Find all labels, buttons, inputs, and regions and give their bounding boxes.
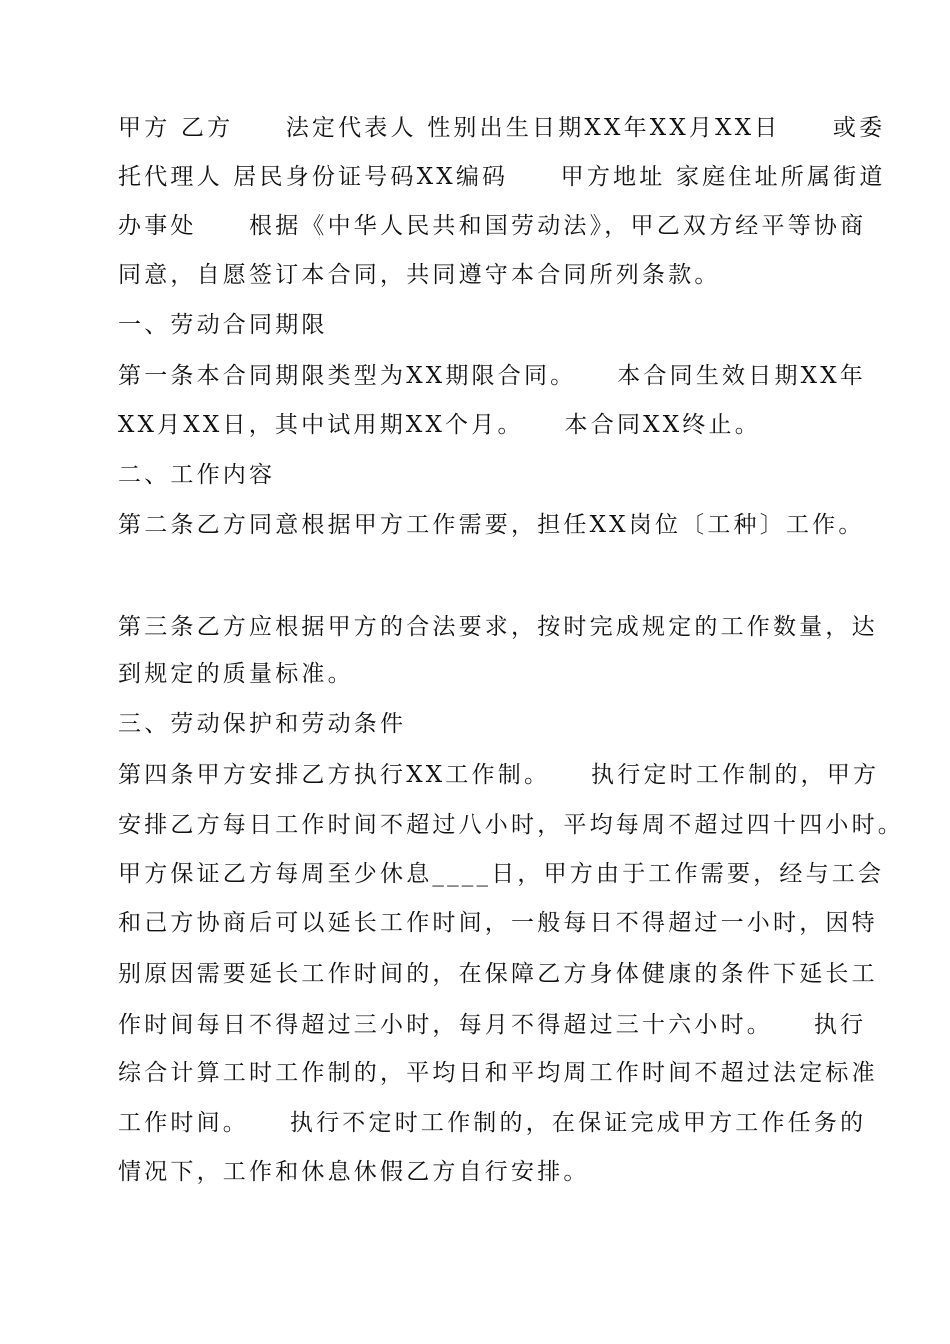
text-line-1: 甲方 乙方 法定代表人 性别出生日期XX年XX月XX日 或委 [118,115,886,141]
text-line-4: 同意，自愿签订本合同，共同遵守本合同所列条款。 [118,262,721,288]
text-line-3: 办事处 根据《中华人民共和国劳动法》，甲乙双方经平等协商 [118,213,867,239]
text-line-21: 情况下，工作和休息休假乙方自行安排。 [118,1159,590,1185]
section-heading-2: 二、工作内容 [118,462,276,488]
text-line-9: 第二条乙方同意根据甲方工作需要，担任XX岗位〔工种〕工作。 [118,512,865,538]
text-line-13: 第四条甲方安排乙方执行XX工作制。 执行定时工作制的，甲方 [118,762,880,788]
text-line-10: 第三条乙方应根据甲方的合法要求，按时完成规定的工作数量，达 [118,614,878,640]
text-line-15: 甲方保证乙方每周至少休息____日，甲方由于工作需要，经与工会 [118,861,885,887]
text-line-20: 工作时间。 执行不定时工作制的，在保证完成甲方工作任务的 [118,1110,867,1136]
text-line-16: 和己方协商后可以延长工作时间，一般每日不得超过一小时，因特 [118,910,878,936]
text-line-14: 安排乙方每日工作时间不超过八小时，平均每周不超过四十四小时。 [118,812,904,838]
text-line-6: 第一条本合同期限类型为XX期限合同。 本合同生效日期XX年 [118,363,866,389]
text-line-11: 到规定的质量标准。 [118,661,354,687]
text-line-19: 综合计算工时工作制的，平均日和平均周工作时间不超过法定标准 [118,1060,878,1086]
text-line-18: 作时间每日不得超过三小时，每月不得超过三十六小时。 执行 [118,1012,867,1038]
text-line-2: 托代理人 居民身份证号码XX编码 甲方地址 家庭住址所属街道 [118,164,886,190]
text-line-7: XX月XX日，其中试用期XX个月。 本合同XX终止。 [118,412,761,438]
section-heading-1: 一、劳动合同期限 [118,312,328,338]
text-line-17: 别原因需要延长工作时间的，在保障乙方身体健康的条件下延长工 [118,961,878,987]
section-heading-3: 三、劳动保护和劳动条件 [118,711,407,737]
